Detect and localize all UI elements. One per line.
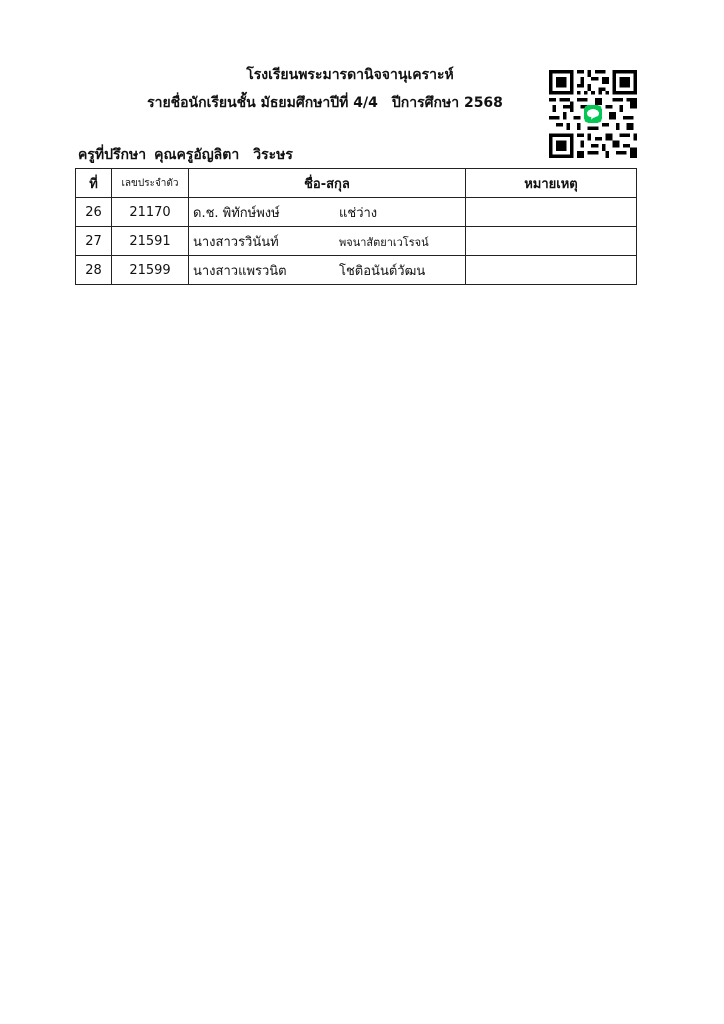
last-name: โชติอนันต์วัฒน (339, 263, 426, 279)
table-header-row (76, 169, 637, 198)
qr-finder-top-left (549, 70, 574, 95)
row-number: 26 (76, 198, 112, 227)
class-list-title (110, 92, 540, 114)
academic-year: ปีการศึกษา 2568 (391, 95, 503, 111)
col-header-student-id: เลขประจำตัว (112, 169, 189, 198)
student-name (189, 198, 466, 227)
first-name: นางสาวรวินันท์ (193, 234, 279, 250)
student-id: 21599 (112, 256, 189, 285)
student-name (189, 256, 466, 285)
qr-finder-bottom-left (549, 133, 574, 158)
table-row (76, 256, 637, 285)
student-id: 21591 (112, 227, 189, 256)
col-header-full-name: ชื่อ-สกุล (189, 169, 466, 198)
advisor-last-name: วิระษร (253, 147, 293, 163)
line-qr-code (546, 70, 640, 158)
qr-finder-top-right (612, 70, 637, 95)
remarks-cell (466, 256, 637, 285)
class-title: รายชื่อนักเรียนชั้น มัธยมศึกษาปีที่ 4/4 (147, 95, 378, 111)
student-name (189, 227, 466, 256)
advisor-first-name: คุณครูอัญลิตา (154, 147, 240, 163)
student-roster-table (75, 168, 637, 285)
col-header-remarks: หมายเหตุ (466, 169, 637, 198)
col-header-number: ที่ (76, 169, 112, 198)
table-row (76, 198, 637, 227)
last-name: แช่ว่าง (339, 205, 378, 221)
advisor-label: ครูที่ปรึกษา (78, 147, 147, 163)
student-id: 21170 (112, 198, 189, 227)
row-number: 28 (76, 256, 112, 285)
remarks-cell (466, 227, 637, 256)
line-logo-icon (584, 105, 602, 123)
first-name: นางสาวแพรวนิต (193, 263, 287, 279)
remarks-cell (466, 198, 637, 227)
first-name: ด.ช. พิทักษ์พงษ์ (193, 205, 280, 221)
school-name: โรงเรียนพระมารดานิจจานุเคราะห์ (246, 67, 454, 83)
last-name: พจนาสัตยาเวโรจน์ (339, 235, 429, 249)
advisor-line (78, 144, 293, 166)
table-row (76, 227, 637, 256)
row-number: 27 (76, 227, 112, 256)
